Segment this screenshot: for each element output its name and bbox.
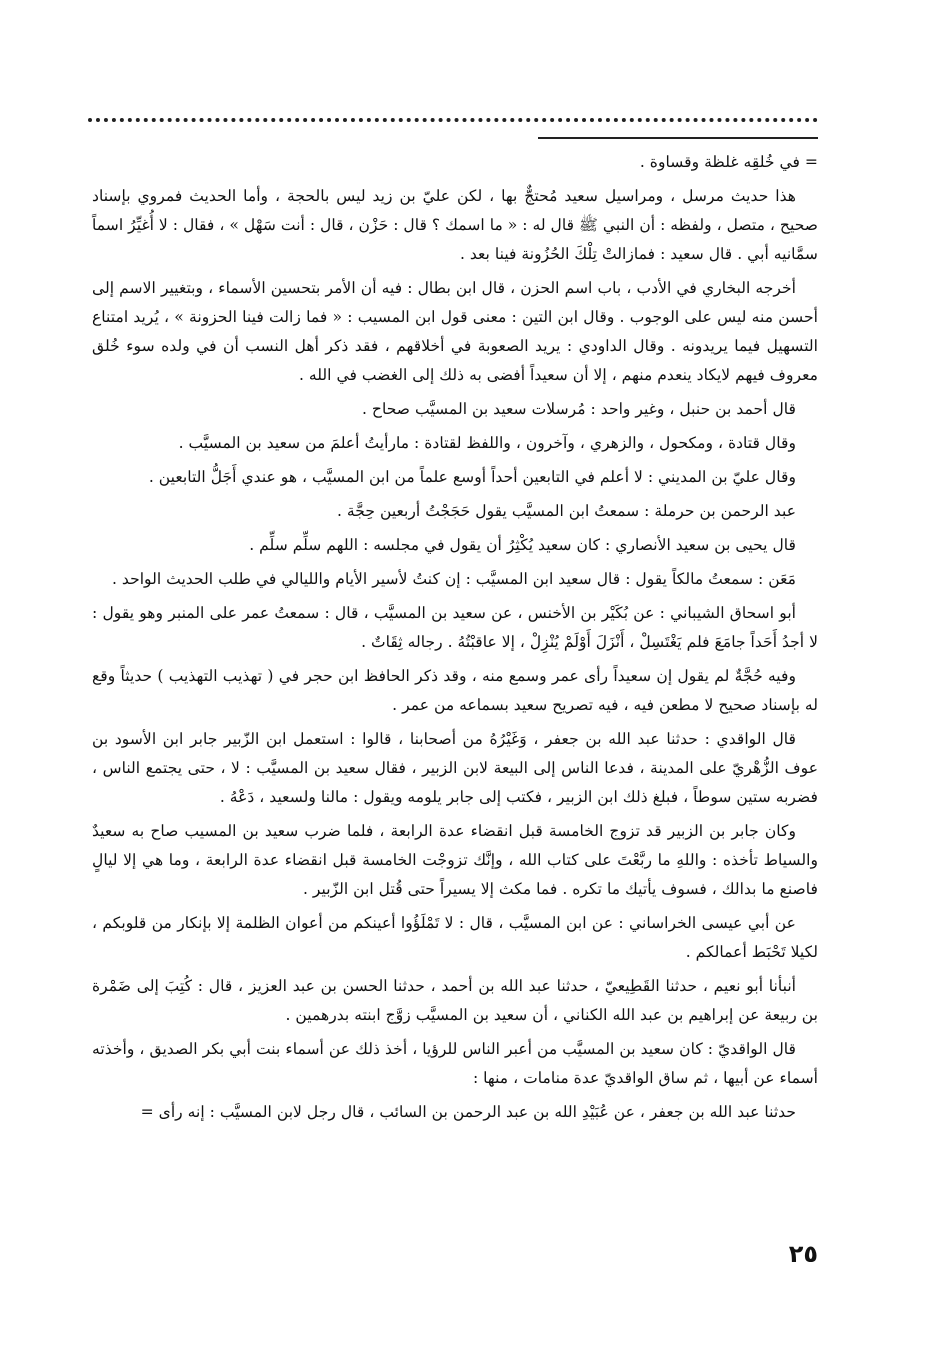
- paragraph: مَعَن : سمعتُ مالكاً يقول : قال سعيد ابن المسيَّب : إن كنتُ لأسير الأيام والليالي في طلب الحديث الواحد .: [111, 570, 796, 588]
- footnote-rule: [538, 137, 818, 139]
- book-page: [88, 110, 818, 1290]
- paragraph: وكان جابر بن الزبير قد تزوج الخامسة قبل انقضاء عدة الرابعة ، فلما ضرب سعيد بن المسيب صاح به سعيدٌ والسياط تأخذه : واللهِ ما ربَّعْتَ على كتاب الله ، وإنَّك تزوجْت الخامسة قبل انقضاء عدة الرابعة ، وما هي إلا ليالٍ فاصنع ما بدالك ، فسوف يأتيك ما تكره . فما مكث إلا يسيراً حتى قُتل ابن الزّبير .: [92, 822, 818, 898]
- paragraph: حدثنا عبد الله بن جعفر ، عن عُبَيْدِ الله بن عبد الرحمن بن السائب ، قال رجل لابن المسيَّب : إنه رأى =: [140, 1103, 796, 1121]
- paragraph: أنبأنا أبو نعيم ، حدثنا القَطِيعيّ ، حدثنا عبد الله بن أحمد ، حدثنا الحسن بن عبد العزيز ، قال : كُتِبَ إلى ضَمْرة بن ربيعة عن إبراهيم بن عبد الله الكناني ، أن سعيد بن المسيَّب زوَّج ابنته بدرهمين .: [92, 977, 818, 1024]
- paragraph: قال يحيى بن سعيد الأنصاري : كان سعيد يُكْثِرُ أن يقول في مجلسه : اللهم سلِّم سلِّم .: [249, 536, 796, 554]
- paragraph: قال الواقديّ : كان سعيد بن المسيَّب من أعبر الناس للرؤيا ، أخذ ذلك عن أسماء بنت أبي بكر الصديق ، وأخذته أسماء عن أبيها ، ثم ساق الواقديّ عدة منامات ، منها :: [92, 1040, 818, 1087]
- paragraph: قال أحمد بن حنبل ، وغير واحد : مُرسلات سعيد بن المسيَّب صحاح .: [362, 400, 796, 418]
- paragraph: أخرجه البخاري في الأدب ، باب اسم الحزن ، قال ابن بطال : فيه أن الأمر بتحسين الأسماء ، وبتغيير الاسم إلى أحسن منه ليس على الوجوب . وقال ابن التين : معنى قول ابن المسيب : « فما زالت فينا الحزونة » ، يُريد امتناع التسهيل فيما يريدونه . وقال الداودي : يريد الصعوبة في أخلاقهم ، فقد ذكر أهل النسب أن في ولده سوء خُلق معروف فيهم لايكاد ينعدم منهم ، إلا أن سعيداً أفضى به ذلك إلى الغضب في الله .: [92, 279, 818, 384]
- paragraph: وقال عليّ بن المديني : لا أعلم في التابعين أحداً أوسع علماً من ابن المسيَّب ، هو عندي أَجَلُّ التابعين .: [148, 468, 796, 486]
- paragraph: أبو اسحاق الشيباني : عن بُكَيْر بن الأخنس ، عن سعيد بن المسيَّب ، قال : سمعتُ عمر على المنبر وهو يقول : لا أجدُ أَحَداً جامَعَ فلم يَغْتَسِلْ ، أَنْزَلَ أَوْلَمْ يُنْزِلْ ، إلا عاقبْتُهُ . رجاله ثِقَاتٌ .: [92, 604, 818, 651]
- paragraph: عبد الرحمن بن حرملة : سمعتُ ابن المسيَّب يقول حَجَجْتُ أربعين حِجَّة .: [337, 502, 796, 520]
- page-number: ٢٥: [788, 1240, 818, 1268]
- paragraph: هذا حديث مرسل ، ومراسيل سعيد مُحتجٌّ بها ، لكن عليّ بن زيد ليس بالحجة ، وأما الحديث فمروي بإسناد صحيح ، متصل ، ولفظه : أن النبي ﷺ قال له : « ما اسمك ؟ قال : حَزْن ، قال : أنت سَهْل » ، فقال : لا أُغيِّرُ اسماً سمَّانيه أبي . قال سعيد : فمازالتْ تِلْكَ الحُزُونة فينا بعد .: [92, 187, 818, 263]
- paragraph: = في خُلقِه غلظة وقساوة .: [639, 153, 818, 171]
- paragraph: قال الواقدي : حدثنا عبد الله بن جعفر ، وَغَيْرُهُ من أصحابنا ، قالوا : استعمل ابن الزّبير جابر ابن الأسود بن عوف الزُّهْريّ على المدينة ، فدعا الناس إلى البيعة لابن الزبير ، فقال سعيد بن المسيَّب : لا ، حتى يجتمع الناس ، فضربه ستين سوطاً ، فبلغ ذلك ابن الزبير ، فكتب إلى جابر يلومه ويقول : مالنا ولسعيد ، دَعْهُ .: [92, 730, 818, 806]
- footnote-text: [92, 148, 818, 1132]
- paragraph: عن أبي عيسى الخراساني : عن ابن المسيَّب ، قال : لا تَمْلَؤُوا أعينكم من أعوان الظلمة إلا بإنكار من قلوبكم ، لكيلا تَحْبَط أعمالكم .: [92, 914, 818, 961]
- dotted-separator: [88, 118, 818, 122]
- paragraph: وقال قتادة ، ومكحول ، والزهري ، وآخرون ، واللفظ لقتادة : مارأيتُ أعلمَ من سعيد بن المسيَّب .: [178, 434, 796, 452]
- paragraph: وفيه حُجَّةٌ لم يقول إن سعيداً رأى عمر وسمع منه ، وقد ذكر الحافظ ابن حجر في ( تهذيب التهذيب ) حديثاً وقع له بإسناد صحيح لا مطعن فيه ، فيه تصريح سعيد بسماعه من عمر .: [92, 667, 818, 714]
